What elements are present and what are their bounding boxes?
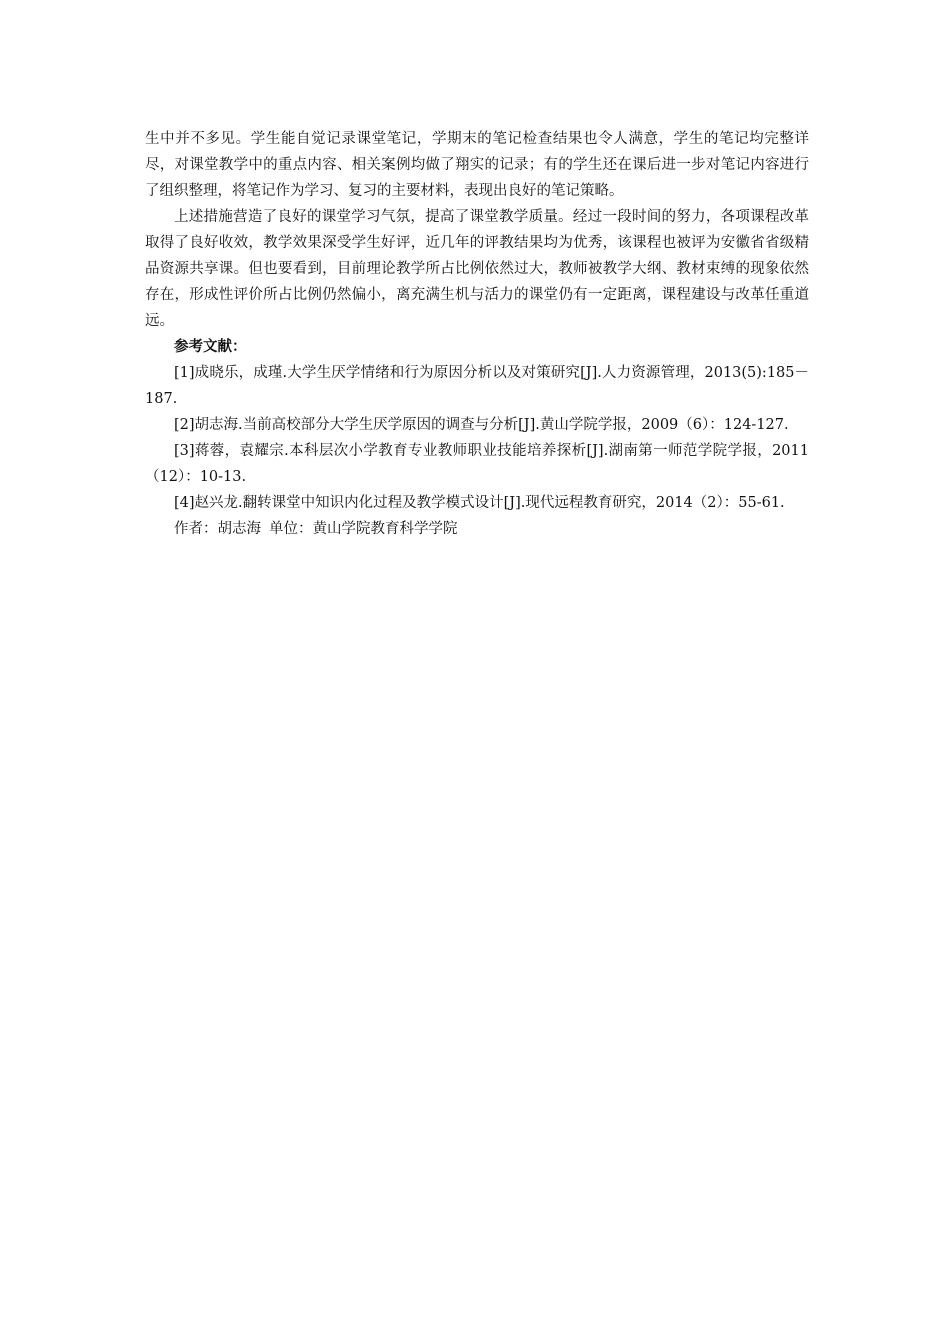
author-name: 作者：胡志海: [174, 521, 261, 537]
paragraph-continued: 生中并不多见。学生能自觉记录课堂笔记，学期末的笔记检查结果也令人满意，学生的笔记均完整详尽，对课堂教学中的重点内容、相关案例均做了翔实的记录；有的学生还在课后进一步对笔记内容进行了组织整理，将笔记作为学习、复习的主要材料，表现出良好的笔记策略。: [145, 131, 809, 199]
reference-item-4: [4]赵兴龙.翻转课堂中知识内化过程及教学模式设计[J].现代远程教育研究，2014（2）：55-61.: [174, 495, 785, 511]
document-body: [145, 126, 809, 542]
reference-item-3: [3]蒋蓉，袁耀宗.本科层次小学教育专业教师职业技能培养探析[J].湖南第一师范学院学报，2011（12）：10-13.: [145, 443, 809, 485]
reference-item-2: [2]胡志海.当前高校部分大学生厌学原因的调查与分析[J].黄山学院学报，2009（6）：124-127.: [174, 417, 789, 433]
reference-item-1: [1]成晓乐，成瑾.大学生厌学情绪和行为原因分析以及对策研究[J].人力资源管理，2013(5):185－187.: [145, 365, 809, 407]
author-line: [145, 516, 809, 542]
author-unit: 单位：黄山学院教育科学学院: [269, 521, 458, 537]
paragraph-conclusion: 上述措施营造了良好的课堂学习气氛，提高了课堂教学质量。经过一段时间的努力，各项课程改革取得了良好收效，教学效果深受学生好评，近几年的评教结果均为优秀，该课程也被评为安徽省省级精品资源共享课。但也要看到，目前理论教学所占比例依然过大，教师被教学大纲、教材束缚的现象依然存在，形成性评价所占比例仍然偏小，离充满生机与活力的课堂仍有一定距离，课程建设与改革任重道远。: [145, 209, 809, 329]
references-heading: 参考文献：: [174, 338, 247, 355]
